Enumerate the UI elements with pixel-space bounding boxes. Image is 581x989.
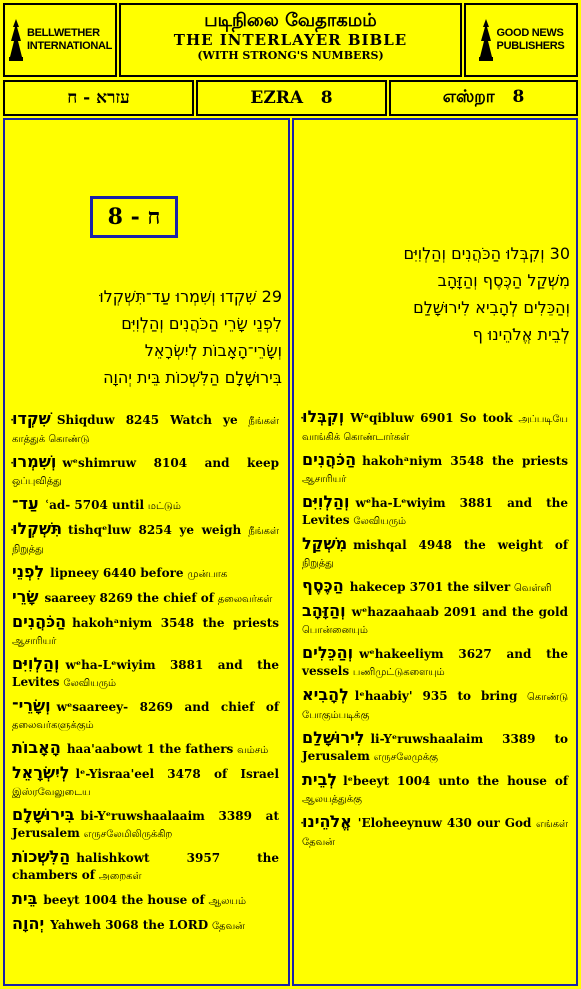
- left-logo-text: [27, 27, 112, 53]
- tamil-gloss: ஒப்புவித்து: [12, 476, 62, 487]
- transliteration: wᵉhakeeliym 3627 and the vessels: [302, 647, 568, 678]
- hebrew-word: וְהַכֵּלִים: [302, 643, 354, 662]
- transliteration: tishqᵉluw 8254 ye weigh: [68, 523, 242, 537]
- hebrew-word: וְשִׁמְרוּ: [12, 452, 57, 471]
- transliteration: lipneey 6440 before: [50, 566, 184, 580]
- verse-30: [300, 240, 570, 348]
- tamil-gloss: நீங்கள் நிறுத்து: [12, 526, 279, 555]
- tamil-gloss: பணிமுட்டுகளையும்: [352, 667, 445, 678]
- good-news-emblem-icon: [478, 17, 494, 63]
- word-entry: [12, 739, 279, 759]
- book-hebrew-label: עזרא - ח: [67, 88, 130, 108]
- hebrew-word: לְבֵית: [302, 770, 338, 789]
- tamil-gloss: தேவன்: [211, 921, 245, 932]
- word-entry: [302, 408, 568, 446]
- tamil-gloss: தலைவர்கள்: [217, 594, 273, 605]
- transliteration: Wᵉqibluw 6901 So took: [350, 411, 513, 425]
- tamil-gloss: தலைவர்களுக்கும்: [12, 720, 94, 731]
- verse-line: וְשָׂרֵי־הָאָבוֹת לְיִשְׂרָאֵל: [144, 341, 282, 360]
- verse-29: [10, 283, 282, 391]
- word-entry: [12, 563, 279, 583]
- word-entry: [12, 655, 279, 692]
- transliteration: beeyt 1004 the house of: [43, 893, 205, 907]
- book-english-label: EZRA 8: [250, 88, 333, 108]
- word-entry: [302, 535, 568, 572]
- chapter-badge: [90, 196, 178, 238]
- transliteration: wᵉhazaahaab 2091 and the gold: [351, 605, 568, 619]
- transliteration: wᵉshimruw 8104 and keep: [62, 456, 279, 470]
- hebrew-word: וְקִבְּלוּ: [302, 407, 345, 426]
- word-entry: [302, 493, 568, 530]
- tamil-gloss: எங்கள் தேவன்: [302, 819, 568, 848]
- transliteration: Yahweh 3068 the LORD: [50, 918, 209, 932]
- word-entry: [12, 848, 279, 885]
- hebrew-word: הַכֹּהֲנִים: [302, 450, 357, 469]
- word-entry: [12, 890, 279, 910]
- hebrew-word: לִפְנֵי: [12, 562, 45, 581]
- tamil-gloss: ஆசாரியர்: [302, 474, 347, 485]
- verse-line: בִּירוּשָׁלִָם הַלִּשְׁכוֹת בֵּית יְהוָה: [103, 368, 282, 387]
- transliteration: saareey 8269 the chief of: [44, 591, 214, 605]
- word-entry: [302, 577, 568, 597]
- tamil-gloss: வம்சம்: [237, 745, 269, 756]
- word-entry: [12, 495, 279, 515]
- transliteration: mishqal 4948 the weight of: [353, 538, 568, 552]
- transliteration: 'Eloheeynuw 430 our God: [357, 816, 532, 830]
- right-logo-box: [464, 3, 578, 77]
- hebrew-word: וְהַלְוִיִּם: [302, 492, 350, 511]
- transliteration: hakohᵃniym 3548 the priests: [72, 616, 279, 630]
- hebrew-word: בִּירוּשָׁלִָם: [12, 805, 75, 824]
- word-entry: [302, 686, 568, 724]
- book-hebrew: [3, 80, 194, 116]
- word-entry: [302, 771, 568, 808]
- title-tamil: படிநிலை வேதாகமம்: [204, 10, 377, 31]
- word-entry: [302, 813, 568, 851]
- transliteration: halishkowt 3957 the chambers of: [12, 851, 279, 882]
- word-entry: [12, 588, 279, 608]
- transliteration: ʿad- 5704 until: [44, 498, 145, 512]
- title-box: [119, 3, 462, 77]
- logo-line: BELLWETHER: [26, 27, 100, 39]
- tamil-gloss: பொன்னையும்: [302, 625, 368, 636]
- hebrew-word: לְיִשְׂרָאֵל: [12, 763, 70, 782]
- chapter-badge-label: ח - 8: [107, 204, 161, 230]
- hebrew-word: עַד־: [12, 494, 39, 513]
- word-entry: [12, 520, 279, 558]
- transliteration: Shiqduw 8245 Watch ye: [56, 413, 238, 427]
- transliteration: haa'aabowt 1 the fathers: [66, 742, 234, 756]
- hebrew-word: הָאָבוֹת: [12, 738, 61, 757]
- hebrew-word: הַכֹּהֲנִים: [12, 612, 67, 631]
- hebrew-word: וְהַלְוִיִּם: [12, 654, 60, 673]
- hebrew-word: יְהוָה: [12, 914, 45, 933]
- transliteration: wᵉha-Lᵉwiyim 3881 and the Levites: [302, 496, 568, 527]
- transliteration: hakecep 3701 the silver: [349, 580, 511, 594]
- tamil-gloss: எருசலேமுக்கு: [373, 752, 438, 763]
- word-entry: [302, 729, 568, 766]
- title-english: THE INTERLAYER BIBLE: [173, 31, 408, 49]
- tamil-gloss: இஸ்ரவேலுடைய: [12, 787, 91, 798]
- logo-line: GOOD NEWS: [496, 27, 564, 39]
- transliteration: hakohᵃniym 3548 the priests: [362, 454, 568, 468]
- book-english: [196, 80, 387, 116]
- tamil-gloss: எருசலேமிலிருக்கிற: [83, 829, 173, 840]
- hebrew-word: לִירוּשָׁלִַם: [302, 728, 365, 747]
- word-entry: [12, 410, 279, 448]
- transliteration: lᵉhaabiy' 935 to bring: [354, 689, 518, 703]
- hebrew-word: שָׂרֵי: [12, 587, 39, 606]
- verse-line: לְבֵית אֱלֹהֵינוּ ף: [472, 325, 570, 344]
- book-tamil-label: எஸ்றா 8: [442, 87, 525, 107]
- tamil-gloss: லேவியரும்: [63, 678, 117, 689]
- tamil-gloss: ஆலயத்துக்கு: [302, 794, 362, 805]
- book-tamil: [389, 80, 578, 116]
- hebrew-word: הַכֶּסֶף: [302, 576, 344, 595]
- tamil-gloss: ஆலயம்: [208, 896, 247, 907]
- logo-line: PUBLISHERS: [496, 40, 565, 52]
- transliteration: lᵉbeeyt 1004 unto the house of: [343, 774, 568, 788]
- tamil-gloss: நீங்கள் காத்துக் கொண்டு: [12, 416, 279, 445]
- bellwether-emblem-icon: [8, 17, 24, 63]
- word-entry: [302, 602, 568, 639]
- title-subtitle: (WITH STRONG'S NUMBERS): [197, 49, 384, 62]
- transliteration: wᵉsaareey- 8269 and chief of: [56, 700, 279, 714]
- verse-line: 30 וְקִבְּלוּ הַכֹּהֲנִים וְהַלְוִיִּם: [403, 244, 570, 263]
- tamil-gloss: அறைகள்: [98, 871, 142, 882]
- hebrew-word: תִּשְׁקְלוּ: [12, 519, 63, 538]
- word-entry: [12, 915, 279, 935]
- tamil-gloss: மட்டும்: [147, 501, 181, 512]
- hebrew-word: לְהָבִיא: [302, 685, 349, 704]
- logo-line: INTERNATIONAL: [26, 40, 113, 52]
- tamil-gloss: வெள்ளி: [513, 583, 552, 594]
- transliteration: li-Yᵉruwshaalaim 3389 to Jerusalem: [302, 732, 568, 763]
- verse-line: מִשְׁקַל הַכֶּסֶף וְהַזָּהָב: [437, 271, 570, 290]
- tamil-gloss: அப்படியே வாங்கிக் கொண்டார்கள்: [302, 414, 568, 443]
- hebrew-word: מִשְׁקַל: [302, 534, 348, 553]
- tamil-gloss: முன்பாக: [187, 569, 228, 580]
- word-entry: [302, 451, 568, 488]
- tamil-gloss: கொண்டு போகும்படிக்கு: [302, 692, 568, 721]
- transliteration: wᵉha-Lᵉwiyim 3881 and the Levites: [12, 658, 279, 689]
- hebrew-word: וְשָׂרֵי־: [12, 696, 51, 715]
- word-entry: [302, 644, 568, 681]
- word-entry: [12, 806, 279, 843]
- word-entry: [12, 613, 279, 650]
- tamil-gloss: லேவியரும்: [353, 516, 407, 527]
- left-word-list: [12, 410, 279, 940]
- hebrew-word: אֱלֹהֵינוּ: [302, 812, 352, 831]
- verse-line: לִפְנֵי שָׂרֵי הַכֹּהֲנִים וְהַלְוִיִּם: [121, 314, 282, 333]
- hebrew-word: בֵּית: [12, 889, 38, 908]
- hebrew-word: שִׁקְדוּ: [12, 409, 51, 428]
- verse-line: 29 שִׁקְדוּ וְשִׁמְרוּ עַד־תִּשְׁקְלוּ: [99, 287, 282, 306]
- transliteration: bi-Yᵉruwshaalaaim 3389 at Jerusalem: [12, 809, 279, 840]
- right-word-list: [302, 408, 568, 856]
- word-entry: [12, 764, 279, 801]
- transliteration: lᵉ-Yisraa'eel 3478 of Israel: [75, 767, 279, 781]
- right-logo-text: [497, 27, 565, 53]
- tamil-gloss: நிறுத்து: [302, 558, 334, 569]
- left-logo-box: [3, 3, 117, 77]
- hebrew-word: וְהַזָּהָב: [302, 601, 346, 620]
- word-entry: [12, 697, 279, 734]
- tamil-gloss: ஆசாரியர்: [12, 636, 57, 647]
- verse-line: וְהַכֵּלִים לְהָבִיא לִירוּשָׁלִַם: [413, 298, 570, 317]
- word-entry: [12, 453, 279, 490]
- hebrew-word: הַלִּשְׁכוֹת: [12, 847, 71, 866]
